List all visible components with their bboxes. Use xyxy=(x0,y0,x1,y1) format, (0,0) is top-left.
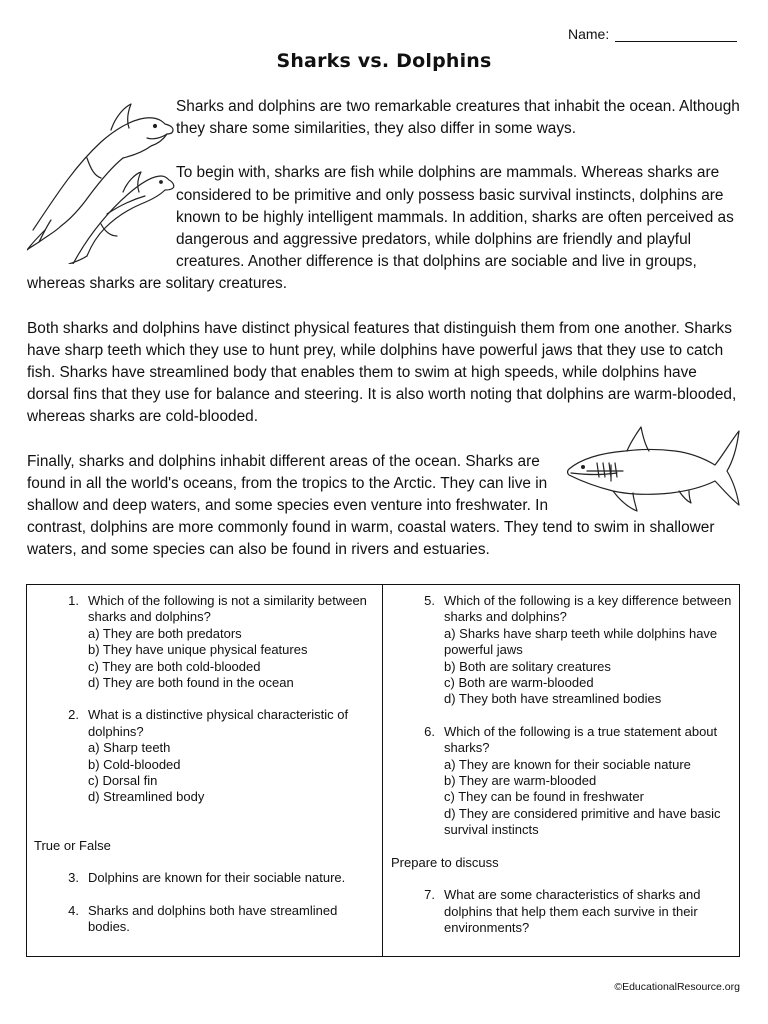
name-blank-line[interactable] xyxy=(615,27,737,42)
question-2 xyxy=(35,707,376,805)
passage-paragraph-2: To begin with, sharks are fish while dolphins are mammals. Whereas sharks are considered to be primitive and only possess basic survival instincts, dolphins are known to be highly intelligent mammals. In addition, sharks are often perceived as dangerous and aggressive predators, while dolphins are friendly and playful creatures. Another difference is that dolphins are sociable and live in groups, whereas sharks are solitary creatures. xyxy=(27,164,734,293)
answer-option[interactable]: b) They have unique physical features xyxy=(88,642,308,658)
answer-option[interactable]: a) They are known for their sociable nature xyxy=(444,756,691,772)
copyright-footer: ©EducationalResource.org xyxy=(614,981,740,993)
true-false-heading: True or False xyxy=(34,837,111,853)
passage-paragraph-3: Both sharks and dolphins have distinct physical features that distinguish them from one another. Sharks have sharp teeth which they use to hunt prey, while dolphins have powerful jaws that they use to catch fish. Sharks have streamlined body that enables them to swim at high speeds, while dolphins have dorsal fins that they use for balance and steering. It is also worth noting that dolphins are warm-blooded, whereas sharks are cold-blooded. xyxy=(27,319,737,426)
answer-option[interactable]: c) They are both cold-blooded xyxy=(88,658,261,674)
question-3 xyxy=(35,870,376,886)
question-number: 7. xyxy=(424,887,435,903)
question-4 xyxy=(35,903,376,936)
answer-option[interactable]: d) They are both found in the ocean xyxy=(88,675,294,691)
question-text: Which of the following is not a similarity between sharks and dolphins? xyxy=(88,593,367,625)
question-text: Dolphins are known for their sociable nature. xyxy=(88,870,346,886)
question-number: 6. xyxy=(424,723,435,739)
passage-paragraph-1: Sharks and dolphins are two remarkable creatures that inhabit the ocean. Although they share some similarities, they also differ in some ways. xyxy=(176,98,740,138)
answer-option[interactable]: d) They are considered primitive and have basic survival instincts xyxy=(444,805,721,838)
answer-option[interactable]: b) Both are solitary creatures xyxy=(444,658,611,674)
question-column-left xyxy=(27,585,383,956)
answer-option[interactable]: b) Cold-blooded xyxy=(88,756,181,772)
page-title: Sharks vs. Dolphins xyxy=(276,50,492,72)
answer-option[interactable]: c) Both are warm-blooded xyxy=(444,675,594,691)
question-number: 2. xyxy=(68,707,79,723)
question-5 xyxy=(391,593,733,708)
name-field xyxy=(568,26,737,42)
answer-option[interactable]: d) They both have streamlined bodies xyxy=(444,691,662,707)
reading-passage xyxy=(27,96,743,584)
question-text: Which of the following is a key difference between sharks and dolphins? xyxy=(444,593,732,625)
passage-paragraph-4: Finally, sharks and dolphins inhabit different areas of the ocean. Sharks are found in all the world's oceans, from the tropics to the Arctic. They can live in shallow and deep waters, and some species even venture into freshwater. In contrast, dolphins are more commonly found in warm, coastal waters. They tend to swim in shallower waters, and some species can also be found in rivers and estuaries. xyxy=(27,452,715,559)
question-1 xyxy=(35,593,376,691)
answer-option[interactable]: b) They are warm-blooded xyxy=(444,773,597,789)
question-number: 5. xyxy=(424,593,435,608)
question-number: 3. xyxy=(68,870,79,886)
question-text: What is a distinctive physical characteristic of dolphins? xyxy=(88,707,349,739)
answer-option[interactable]: c) They can be found in freshwater xyxy=(444,789,644,805)
question-6 xyxy=(391,724,733,839)
question-table xyxy=(26,584,740,957)
answer-option[interactable]: d) Streamlined body xyxy=(88,789,205,805)
question-text: Which of the following is a true statement about sharks? xyxy=(444,723,718,756)
answer-option[interactable]: a) Sharks have sharp teeth while dolphins have powerful jaws xyxy=(444,625,718,658)
question-number: 4. xyxy=(68,902,79,918)
name-label: Name: xyxy=(568,26,610,42)
shark-illustration xyxy=(567,425,743,517)
question-number: 1. xyxy=(68,593,79,608)
answer-option[interactable]: a) They are both predators xyxy=(88,625,242,641)
question-7 xyxy=(391,887,733,936)
answer-option[interactable]: c) Dorsal fin xyxy=(88,773,158,789)
question-text: Sharks and dolphins both have streamlined bodies. xyxy=(88,902,338,935)
dolphins-illustration xyxy=(27,96,175,264)
prepare-to-discuss-heading: Prepare to discuss xyxy=(391,854,499,870)
question-text: What are some characteristics of sharks and dolphins that help them each survive in their environments? xyxy=(444,887,701,935)
question-column-right xyxy=(383,585,739,956)
answer-option[interactable]: a) Sharp teeth xyxy=(88,740,171,756)
